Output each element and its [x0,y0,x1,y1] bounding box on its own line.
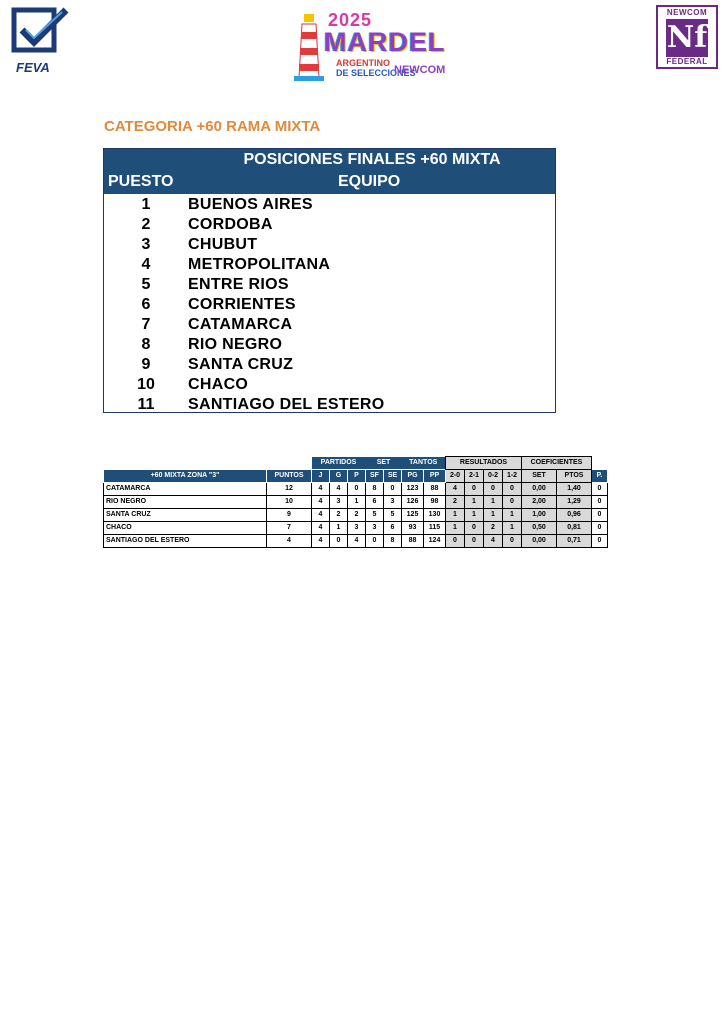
stat-cell: 115 [424,522,446,535]
column-header: PG [402,470,424,483]
final-positions-table [103,148,556,413]
position-rank: 2 [141,216,151,233]
column-header: SE [384,470,402,483]
position-rank: 3 [141,236,151,253]
stat-cell: 2 [348,509,366,522]
stat-cell: 0 [384,483,402,496]
stat-cell: 0 [592,535,608,548]
zone-standings-table [103,456,608,548]
stat-cell: 0 [503,483,522,496]
team-cell: RIO NEGRO [104,496,267,509]
stat-cell: 9 [267,509,312,522]
column-header: PUNTOS [267,470,312,483]
stat-cell: 0,50 [522,522,557,535]
final-positions-body [104,195,555,415]
newcom-federal-logo [656,5,718,69]
stat-cell: 8 [384,535,402,548]
position-team: CHUBUT [188,236,258,253]
stat-cell: 12 [267,483,312,496]
column-header: 0-2 [484,470,503,483]
position-team: CATAMARCA [188,316,293,333]
position-row [104,315,555,335]
team-cell: SANTIAGO DEL ESTERO [104,535,267,548]
group-coeficientes: COEFICIENTES [522,457,592,470]
stat-cell: 4 [348,535,366,548]
stat-cell: 1 [465,496,484,509]
stat-cell: 4 [312,496,330,509]
stat-cell: 1 [348,496,366,509]
stat-cell: 130 [424,509,446,522]
column-header: 1-2 [503,470,522,483]
feva-logo [10,6,70,75]
stat-cell: 3 [366,522,384,535]
group-tantos: TANTOS [402,457,446,470]
position-rank: 7 [141,316,151,333]
position-rank: 6 [141,296,151,313]
newcom-logo-bottom: FEDERAL [666,57,708,66]
position-team: ENTRE RIOS [188,276,289,293]
position-rank: 9 [141,356,151,373]
stat-cell: 4 [330,483,348,496]
stat-cell: 4 [267,535,312,548]
group-resultados: RESULTADOS [446,457,522,470]
event-brand: NEWCOM [394,64,446,76]
stat-cell: 4 [312,509,330,522]
stat-cell: 6 [366,496,384,509]
feva-logo-text: FEVA [16,60,50,75]
position-team: RIO NEGRO [188,336,283,353]
column-header: P [348,470,366,483]
stat-cell: 1,40 [557,483,592,496]
stat-cell: 2,00 [522,496,557,509]
event-subtitle-1: ARGENTINO [336,58,390,68]
stat-cell: 0 [592,496,608,509]
position-team: SANTIAGO DEL ESTERO [188,396,385,413]
stat-cell: 0 [465,535,484,548]
feva-check-icon [10,6,70,58]
position-row [104,355,555,375]
stat-cell: 0 [446,535,465,548]
event-logo [294,8,446,84]
position-team: BUENOS AIRES [188,196,313,213]
stat-cell: 88 [424,483,446,496]
stat-cell: 0 [330,535,348,548]
position-rank: 11 [137,396,155,413]
group-partidos: PARTIDOS [312,457,366,470]
stat-cell: 123 [402,483,424,496]
position-rank: 10 [137,376,155,393]
stat-cell: 3 [330,496,348,509]
stat-cell: 0 [366,535,384,548]
stat-cell: 1 [503,509,522,522]
stat-cell: 98 [424,496,446,509]
category-title: CATEGORIA +60 RAMA MIXTA [104,118,321,135]
column-header-row [104,470,608,483]
final-positions-header [104,149,555,195]
stat-cell: 1 [503,522,522,535]
stat-cell: 10 [267,496,312,509]
stat-cell: 3 [384,496,402,509]
position-team: METROPOLITANA [188,256,331,273]
table-row [104,483,608,496]
stat-cell: 0 [348,483,366,496]
stat-cell: 5 [366,509,384,522]
newcom-logo-mark: Nf [666,20,708,55]
event-subtitle-2: DE SELECCIONES [336,68,416,78]
position-row [104,295,555,315]
position-row [104,335,555,355]
stat-cell: 93 [402,522,424,535]
stat-cell: 3 [348,522,366,535]
column-header: SET [522,470,557,483]
stat-cell: 0 [592,522,608,535]
stat-cell: 1 [446,522,465,535]
table-row [104,509,608,522]
column-header-equipo: EQUIPO [338,173,401,190]
team-cell: CHACO [104,522,267,535]
position-row [104,235,555,255]
table-row [104,522,608,535]
column-header: P. [592,470,608,483]
group-set: SET [366,457,402,470]
position-rank: 8 [141,336,151,353]
position-rank: 1 [141,196,151,213]
position-team: CORDOBA [188,216,273,233]
stat-cell: 126 [402,496,424,509]
stat-cell: 0 [484,483,503,496]
event-name: MARDEL [324,27,446,57]
stat-cell: 4 [446,483,465,496]
stat-cell: 0 [503,535,522,548]
position-row [104,375,555,395]
stat-cell: 88 [402,535,424,548]
stat-cell: 0,00 [522,535,557,548]
stat-cell: 6 [384,522,402,535]
position-team: SANTA CRUZ [188,356,294,373]
column-header: 2-0 [446,470,465,483]
stat-cell: 0,81 [557,522,592,535]
stat-cell: 0 [465,522,484,535]
position-rank: 4 [141,256,151,273]
stat-cell: 5 [384,509,402,522]
position-team: CHACO [188,376,249,393]
stat-cell: 1,29 [557,496,592,509]
stat-cell: 125 [402,509,424,522]
position-row [104,195,555,215]
column-header: PP [424,470,446,483]
stat-cell: 124 [424,535,446,548]
column-header-puesto: PUESTO [108,173,174,190]
position-row [104,255,555,275]
position-rank: 5 [141,276,151,293]
stat-cell: 0 [465,483,484,496]
team-cell: SANTA CRUZ [104,509,267,522]
standings-body [104,483,608,548]
column-header: 2-1 [465,470,484,483]
position-team: CORRIENTES [188,296,296,313]
stat-cell: 4 [484,535,503,548]
stat-cell: 0 [592,483,608,496]
stat-cell: 8 [366,483,384,496]
stat-cell: 0,96 [557,509,592,522]
table-row [104,535,608,548]
stat-cell: 2 [446,496,465,509]
lighthouse-icon [294,12,324,82]
stat-cell: 0,00 [522,483,557,496]
stat-cell: 4 [312,483,330,496]
stat-cell: 1,00 [522,509,557,522]
column-header: G [330,470,348,483]
stat-cell: 1 [330,522,348,535]
stat-cell: 1 [484,496,503,509]
group-header-row [104,457,608,470]
zone-label: +60 MIXTA ZONA "3" [104,470,267,483]
newcom-logo-top: NEWCOM [666,8,708,17]
stat-cell: 7 [267,522,312,535]
position-row [104,395,555,415]
column-header: J [312,470,330,483]
position-row [104,275,555,295]
stat-cell: 1 [465,509,484,522]
stat-cell: 4 [312,535,330,548]
stat-cell: 2 [330,509,348,522]
table-row [104,496,608,509]
stat-cell: 1 [446,509,465,522]
column-header: PTOS [557,470,592,483]
position-row [104,215,555,235]
stat-cell: 2 [484,522,503,535]
column-header: SF [366,470,384,483]
stat-cell: 4 [312,522,330,535]
team-cell: CATAMARCA [104,483,267,496]
stat-cell: 0 [592,509,608,522]
event-year: 2025 [328,10,373,30]
stat-cell: 0,71 [557,535,592,548]
final-positions-title: POSICIONES FINALES +60 MIXTA [243,151,501,168]
stat-cell: 1 [484,509,503,522]
stat-cell: 0 [503,496,522,509]
